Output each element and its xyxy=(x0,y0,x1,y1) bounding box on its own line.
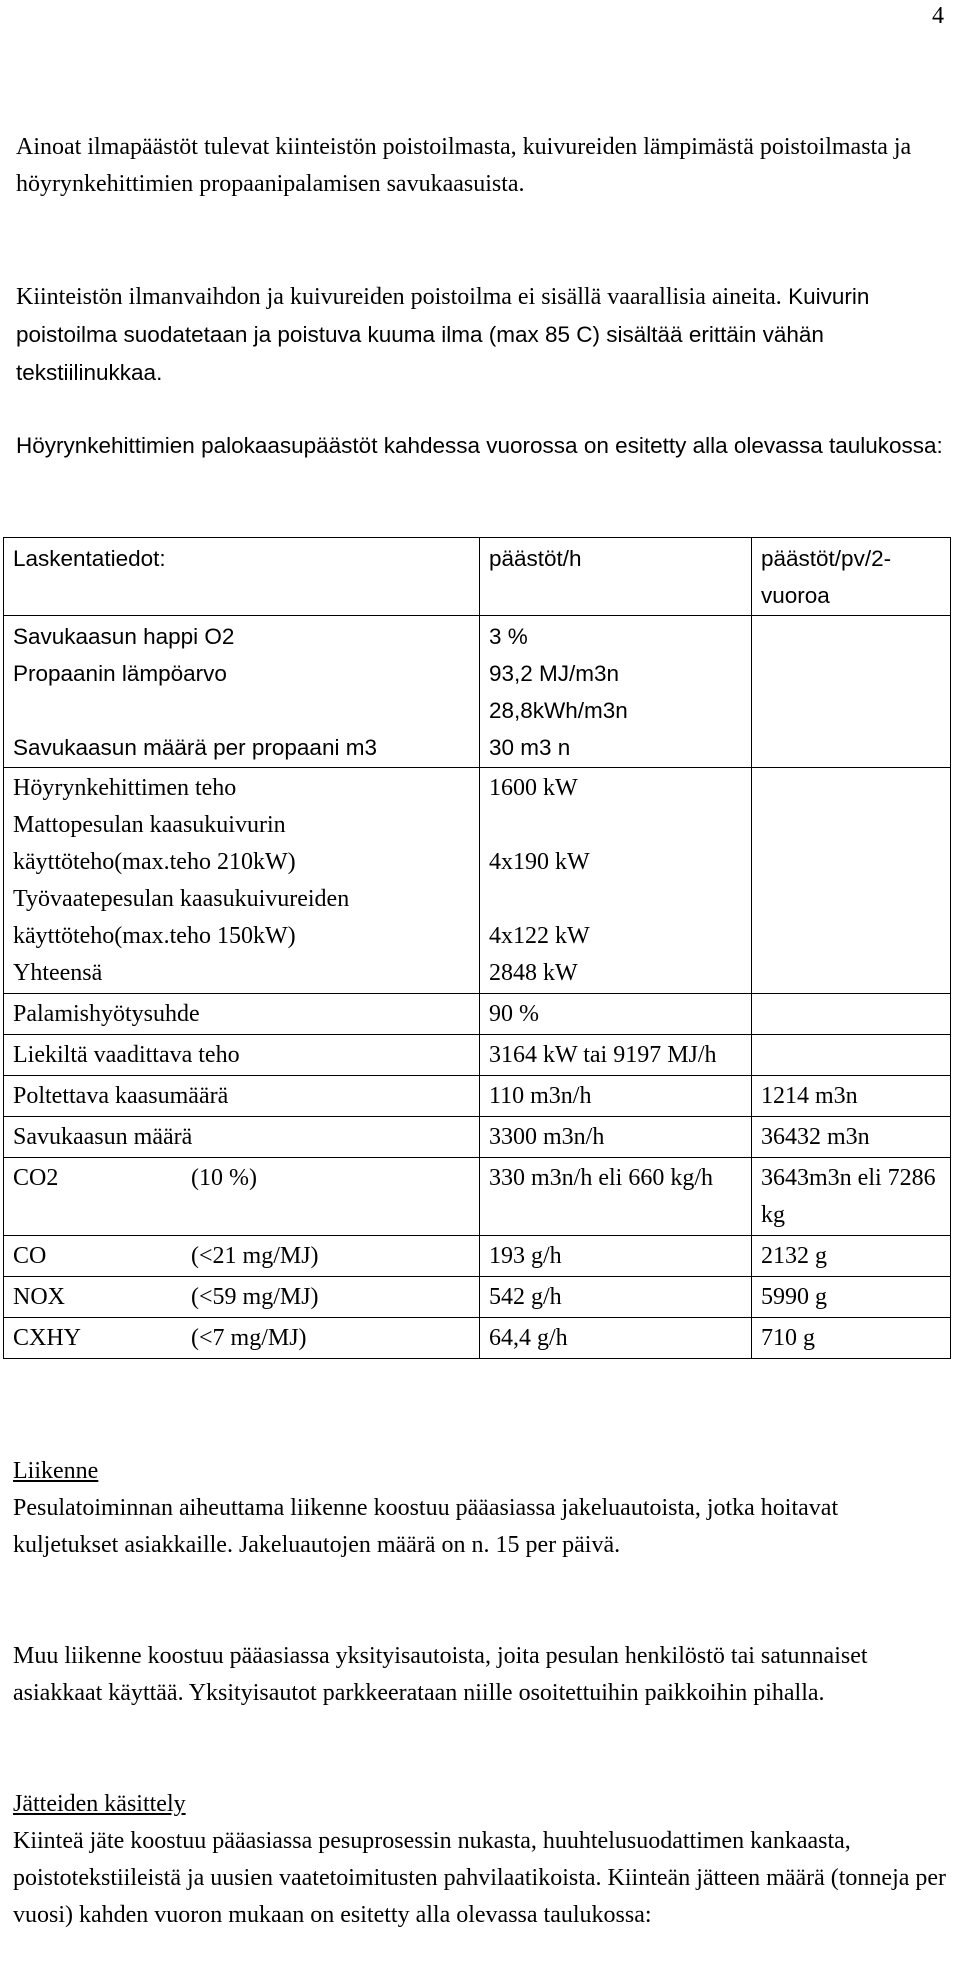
table-row-flue-gas xyxy=(4,1117,951,1158)
paragraph-ventilation xyxy=(16,278,946,392)
table-row-efficiency xyxy=(4,994,951,1035)
cell-cxhy-hour: 64,4 g/h xyxy=(480,1318,752,1359)
traffic-heading: Liikenne xyxy=(13,1458,99,1484)
cell-flue-gas-label: Savukaasun määrä xyxy=(4,1117,480,1158)
paragraph-emission-sources: Ainoat ilmapäästöt tulevat kiinteistön poistoilmasta, kuivureiden lämpimästä poistoilmasta ja höyrynkehittimien propaanipalamisen savukaasuista. xyxy=(16,134,912,197)
cell-flame-power-value: 3164 kW tai 9197 MJ/h xyxy=(480,1035,752,1076)
cell-input-values: 3 % 93,2 MJ/m3n 28,8kWh/m3n 30 m3 n xyxy=(480,616,752,768)
table-row-inputs xyxy=(4,616,951,768)
paragraph-table-intro: Höyrynkehittimien palokaasupäästöt kahdessa vuorossa on esitetty alla olevassa taulukossa: xyxy=(16,433,943,458)
cell-input-empty xyxy=(752,616,951,768)
cell-co-label xyxy=(4,1236,480,1277)
co2-limit: (10 %) xyxy=(191,1165,257,1191)
cell-efficiency-label: Palamishyötysuhde xyxy=(4,994,480,1035)
table-row-nox xyxy=(4,1277,951,1318)
traffic-section xyxy=(13,1453,948,1564)
cell-flue-gas-day: 36432 m3n xyxy=(752,1117,951,1158)
table-row-flame-power xyxy=(4,1035,951,1076)
emissions-table xyxy=(3,537,951,1359)
table-row-co xyxy=(4,1236,951,1277)
table-row-gas-amount xyxy=(4,1076,951,1117)
cell-nox-day: 5990 g xyxy=(752,1277,951,1318)
ventilation-text-end: Kuivurin poistoilma suodatetaan ja poistuva kuuma ilma (max 85 C) sisältää erittäin vähän tekstiilinukkaa. xyxy=(16,284,870,385)
co-limit: (<21 mg/MJ) xyxy=(191,1243,319,1269)
cell-co2-day: 3643m3n eli 7286 kg xyxy=(752,1158,951,1236)
nox-limit: (<59 mg/MJ) xyxy=(191,1284,319,1310)
waste-paragraph: Kiinteä jäte koostuu pääasiassa pesuprosessin nukasta, huuhtelusuodattimen kankaasta, poistotekstiileistä ja uusien vaatetoimitusten pahvilaatikoista. Kiinteän jätteen määrä (tonneja per vuosi) kahden vuoron mukaan on esitetty alla olevassa taulukossa: xyxy=(13,1828,947,1928)
traffic-paragraph-2: Muu liikenne koostuu pääasiassa yksityisautoista, joita pesulan henkilöstö tai satunnaiset asiakkaat käyttää. Yksityisautot parkkeerataan niille osoitettuihin paikkoihin pihalla. xyxy=(13,1643,868,1706)
cell-co2-label xyxy=(4,1158,480,1236)
cxhy-name: CXHY xyxy=(13,1325,82,1351)
cell-power-values: 1600 kW 4x190 kW 4x122 kW 2848 kW xyxy=(480,768,752,994)
table-row-co2 xyxy=(4,1158,951,1236)
cell-flame-power-label: Liekiltä vaadittava teho xyxy=(4,1035,480,1076)
ventilation-text-start: Kiinteistön ilmanvaihdon ja kuivureiden poistoilma ei sisällä vaarallisia aineita. xyxy=(16,284,782,310)
header-cell-per-hour: päästöt/h xyxy=(480,538,752,616)
cell-power-empty xyxy=(752,768,951,994)
waste-heading: Jätteiden käsittely xyxy=(13,1791,186,1817)
header-cell-per-day: päästöt/pv/2-vuoroa xyxy=(752,538,951,616)
nox-name: NOX xyxy=(13,1284,65,1310)
traffic-paragraph-1: Pesulatoiminnan aiheuttama liikenne koostuu pääasiassa jakeluautoista, jotka hoitavat kuljetukset asiakkaille. Jakeluautojen määrä on n. 15 per päivä. xyxy=(13,1495,839,1558)
cell-flue-gas-hour: 3300 m3n/h xyxy=(480,1117,752,1158)
cell-cxhy-day: 710 g xyxy=(752,1318,951,1359)
cell-co-hour: 193 g/h xyxy=(480,1236,752,1277)
co-name: CO xyxy=(13,1243,47,1269)
cell-gas-amount-hour: 110 m3n/h xyxy=(480,1076,752,1117)
cell-gas-amount-day: 1214 m3n xyxy=(752,1076,951,1117)
cell-gas-amount-label: Poltettava kaasumäärä xyxy=(4,1076,480,1117)
cell-cxhy-label xyxy=(4,1318,480,1359)
table-row-cxhy xyxy=(4,1318,951,1359)
cell-co2-hour: 330 m3n/h eli 660 kg/h xyxy=(480,1158,752,1236)
cell-co-day: 2132 g xyxy=(752,1236,951,1277)
page-number: 4 xyxy=(932,3,944,29)
cell-input-labels: Savukaasun happi O2 Propaanin lämpöarvo Savukaasun määrä per propaani m3 xyxy=(4,616,480,768)
header-cell-calculation: Laskentatiedot: xyxy=(4,538,480,616)
cell-efficiency-value: 90 % xyxy=(480,994,752,1035)
co2-name: CO2 xyxy=(13,1165,59,1191)
waste-section xyxy=(13,1786,948,1934)
cell-flame-power-empty xyxy=(752,1035,951,1076)
cell-efficiency-empty xyxy=(752,994,951,1035)
cxhy-limit: (<7 mg/MJ) xyxy=(191,1325,307,1351)
table-row-header xyxy=(4,538,951,616)
cell-nox-label xyxy=(4,1277,480,1318)
table-row-power xyxy=(4,768,951,994)
cell-nox-hour: 542 g/h xyxy=(480,1277,752,1318)
cell-power-labels: Höyrynkehittimen teho Mattopesulan kaasukuivurin käyttöteho(max.teho 210kW) Työvaatepesulan kaasukuivureiden käyttöteho(max.teho 150kW) Yhteensä xyxy=(4,768,480,994)
